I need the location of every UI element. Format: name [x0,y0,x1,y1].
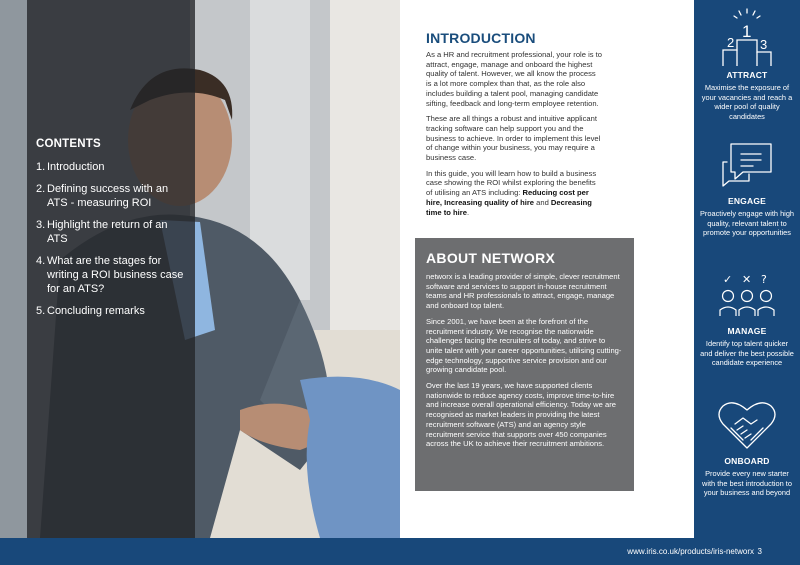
contents-item-text: Highlight the return of an ATS [47,219,168,245]
feature-text: Identify top talent quicker and deliver the best possible candidate experience [700,339,794,368]
contents-item[interactable] [36,304,186,318]
contents-item-text: Defining success with an ATS - measuring ROI [47,183,169,209]
podium-label-1: 1 [742,22,752,41]
about-paragraph: Since 2001, we have been at the forefront of the recruitment industry. We recognise the nationwide challenges facing the recruiters of today, and strive to unite talent with your career opportunities, utilising cutting-edge technology, supportive service provision and our growing candidate pool. [426,316,622,375]
contents-item-text: Introduction [47,161,105,173]
contents-item-number: 3. [36,219,46,231]
introduction-paragraph: As a HR and recruitment professional, your role is to attract, engage, manage and onboard the highest quality of talent. However, we all know the process is a lot more complex than that, as the role also includes building a talent pool, managing candidate sifting, feedback and long-term employee retention. [426,50,602,108]
feature-title: MANAGE [727,326,767,336]
contents-item-text: What are the stages for writing a ROI business case for an ATS? [47,255,184,295]
page-footer [0,538,800,565]
cross-mark: ✕ [742,273,752,286]
candidates-icon [715,272,779,320]
contents-item-number: 1. [36,161,46,173]
contents-list [36,160,186,318]
introduction-emphasis: Decreasing time to hire [426,197,592,217]
heart-handshake-icon [715,398,779,452]
chat-bubbles-icon [717,140,777,192]
contents-item[interactable] [36,160,186,174]
introduction-text: In this guide, you will learn how to build a business case showing the ROI whilst exploring the benefits of utilising an ATS including: [426,168,597,198]
introduction-emphasis: Reducing cost per hire, Increasing quality of hire [426,188,589,207]
introduction-title: INTRODUCTION [426,30,536,46]
introduction-paragraph: These are all things a robust and intuitive applicant tracking software can help support you and the business to achieve. In order to implement this level of change within your business, you may require a business case. [426,114,601,163]
podium-icon [715,6,779,66]
feature-onboard [694,398,800,498]
introduction-text: and [534,197,551,207]
feature-attract [694,6,800,121]
feature-title: ENGAGE [727,196,767,206]
about-paragraph: Over the last 19 years, we have supported clients nationwide to reduce agency costs, improve time-to-hire and increase overall operational efficiency. Today we are recognised as market leaders in providing the latest recruitment software (ATS) and an agency style recruitment service that supports over 450 companies across the UK to achieve their recruitment ambitions. [426,381,616,449]
feature-title: ONBOARD [724,456,770,466]
page-number: 3 [757,547,762,556]
question-mark: ? [761,273,767,286]
feature-engage [694,140,800,238]
footer-url-link[interactable]: www.iris.co.uk/products/iris-networx [627,547,754,556]
contents-item-number: 2. [36,183,46,195]
contents-item-number: 4. [36,255,46,267]
contents-item-number: 5. [36,305,46,317]
feature-title: ATTRACT [726,70,768,80]
contents-item[interactable] [36,182,186,210]
about-section [415,238,634,491]
contents-item[interactable] [36,218,186,246]
feature-text: Proactively engage with high quality, relevant talent to promote your opportunities [699,209,795,238]
check-mark: ✓ [723,273,733,286]
podium-label-3: 3 [760,37,768,52]
feature-text: Provide every new starter with the best introduction to your business and beyond [702,469,792,498]
contents-item-text: Concluding remarks [47,305,145,317]
feature-manage [694,272,800,368]
feature-sidebar [694,0,800,538]
contents-title: CONTENTS [36,138,101,150]
contents-item[interactable] [36,254,186,296]
about-title: ABOUT NETWORX [426,250,556,266]
contents-panel [36,138,186,326]
podium-label-2: 2 [727,35,735,50]
introduction-paragraph [426,169,602,218]
about-paragraph: networx is a leading provider of simple, clever recruitment software and services to support in-house recruitment teams and HR professionals to attract, engage, manage and onboard top talent. [426,272,620,311]
feature-text: Maximise the exposure of your vacancies and reach a wider pool of quality candidates [701,83,793,121]
introduction-text: . [466,207,470,217]
introduction-section [426,30,602,223]
